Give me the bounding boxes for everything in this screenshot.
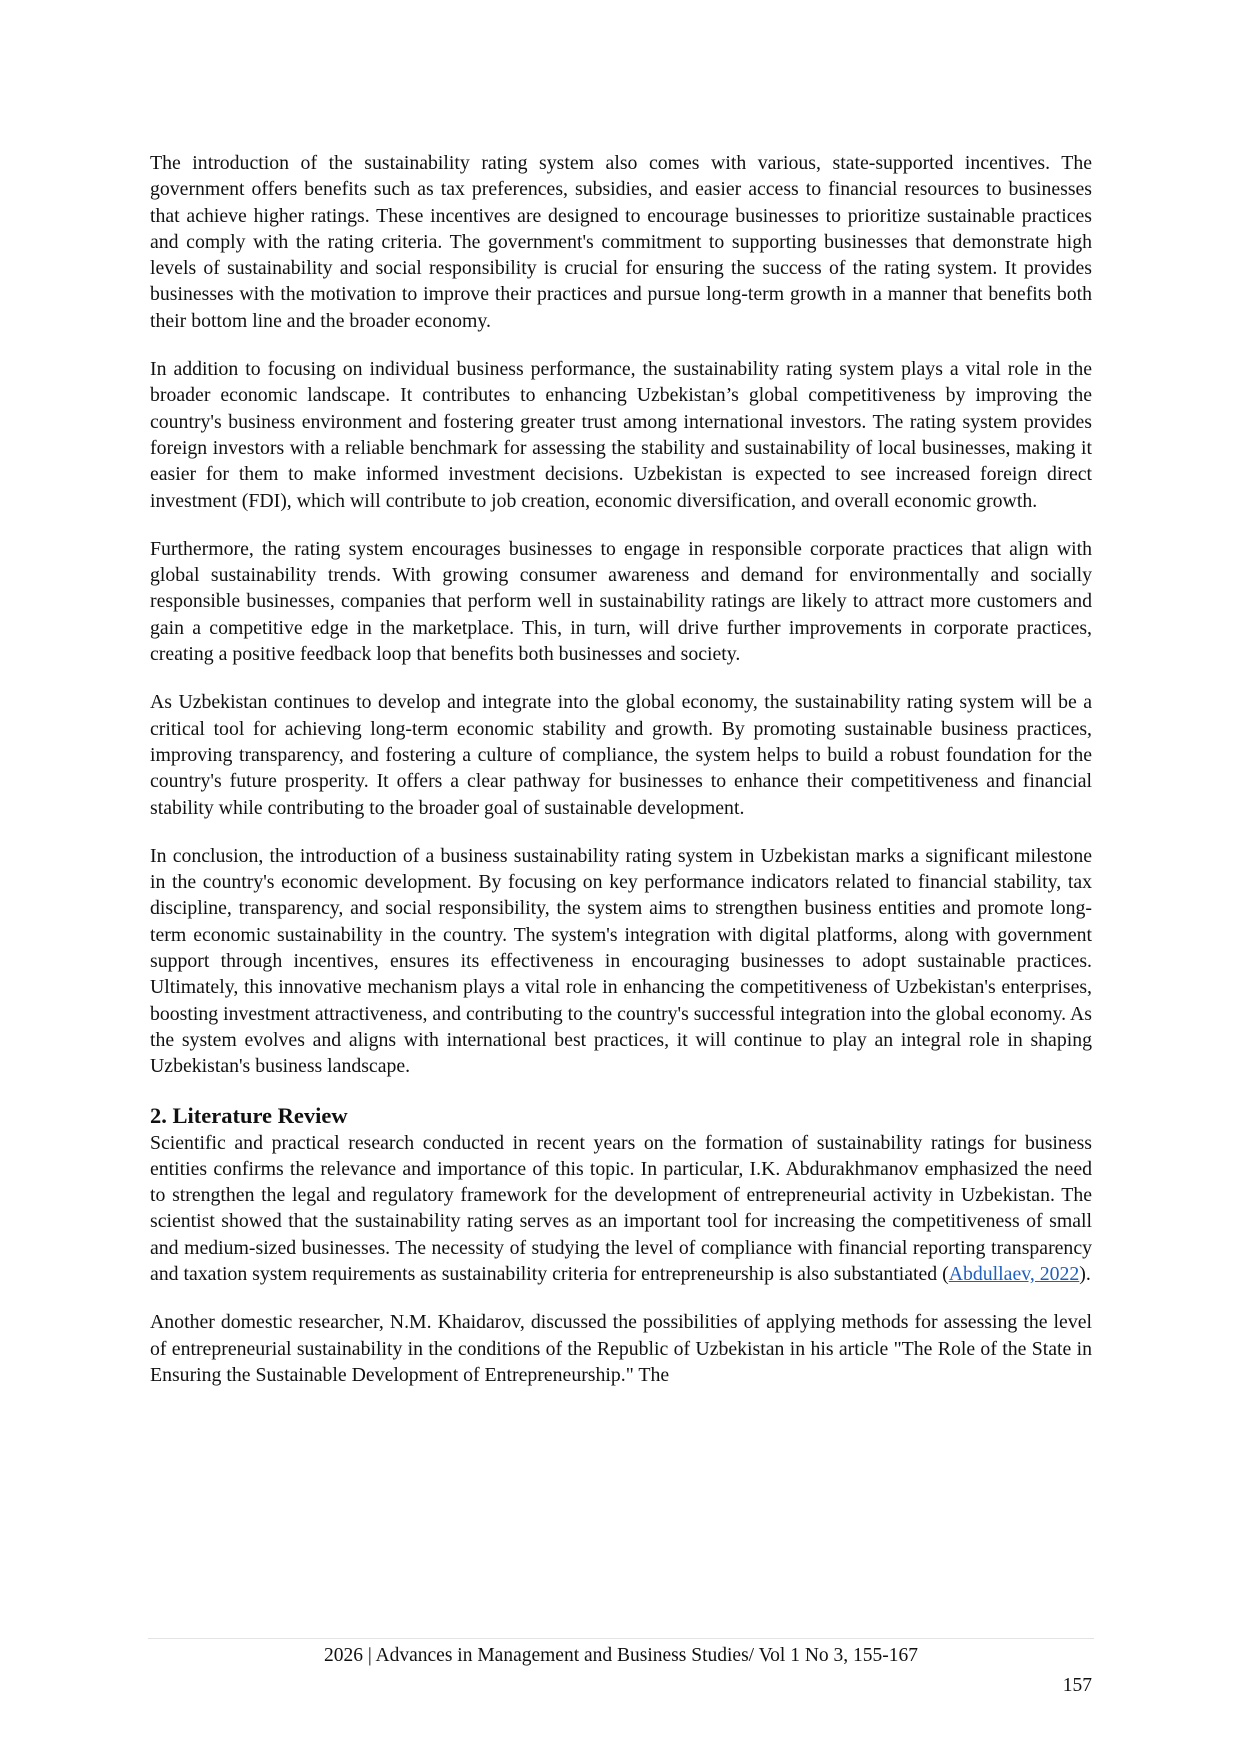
footer-divider: [148, 1638, 1094, 1639]
paragraph-economic-landscape: In addition to focusing on individual business performance, the sustainability rating system plays a vital role in the broader economic landscape. It contributes to enhancing Uzbekistan’s global competitiveness by improving the country's business environment and fostering greater trust among international investors. The rating system provides foreign investors with a reliable benchmark for assessing the stability and sustainability of local businesses, making it easier for them to make informed investment decisions. Uzbekistan is expected to see increased foreign direct investment (FDI), which will contribute to job creation, economic diversification, and overall economic growth.: [150, 358, 1092, 512]
section-heading-literature-review: 2. Literature Review: [150, 1102, 348, 1128]
citation-link-abdullaev-2022[interactable]: Abdullaev, 2022: [948, 1262, 1080, 1285]
article-body: [150, 150, 1092, 1410]
paragraph-global-economy: As Uzbekistan continues to develop and integrate into the global economy, the sustainability rating system will be a critical tool for achieving long-term economic stability and growth. By promoting sustainable business practices, improving transparency, and fostering a culture of compliance, the system helps to build a robust foundation for the country's future prosperity. It offers a clear pathway for businesses to enhance their competitiveness and financial stability while contributing to the broader goal of sustainable development.: [150, 691, 1092, 819]
journal-footer: 2026 | Advances in Management and Business Studies/ Vol 1 No 3, 155-167: [323, 1645, 919, 1666]
paragraph-khaidarov: Another domestic researcher, N.M. Khaidarov, discussed the possibilities of applying methods for assessing the level of entrepreneurial sustainability in the conditions of the Republic of Uzbekistan in his article "The Role of the State in Ensuring the Sustainable Development of Entrepreneurship." The: [150, 1311, 1092, 1386]
paragraph-conclusion: In conclusion, the introduction of a business sustainability rating system in Uzbekistan marks a significant milestone in the country's economic development. By focusing on key performance indicators related to financial stability, tax discipline, transparency, and social responsibility, the system aims to strengthen business entities and promote long-term economic sustainability in the country. The system's integration with digital platforms, along with government support through incentives, ensures its effectiveness in encouraging businesses to adopt sustainable practices. Ultimately, this innovative mechanism plays a vital role in enhancing the competitiveness of Uzbekistan's enterprises, boosting investment attractiveness, and contributing to the country's successful integration into the global economy. As the system evolves and aligns with international best practices, it will continue to play an integral role in shaping Uzbekistan's business landscape.: [150, 844, 1092, 1078]
page-number: 157: [1062, 1675, 1092, 1696]
paragraph-text: Scientific and practical research conducted in recent years on the formation of sustainability ratings for business entities confirms the relevance and importance of this topic. In particular, I.K. Abdurakhmanov emphasized the need to strengthen the legal and regulatory framework for the development of entrepreneurial activity in Uzbekistan. The scientist showed that the sustainability rating serves as an important tool for increasing the competitiveness of small and medium-sized businesses. The necessity of studying the level of compliance with financial reporting transparency and taxation system requirements as sustainability criteria for entrepreneurship is also substantiated (: [150, 1131, 1092, 1285]
paragraph-incentives: The introduction of the sustainability rating system also comes with various, state-supported incentives. The government offers benefits such as tax preferences, subsidies, and easier access to financial resources to businesses that achieve higher ratings. These incentives are designed to encourage businesses to prioritize sustainable practices and comply with the rating criteria. The government's commitment to supporting businesses that demonstrate high levels of sustainability and social responsibility is crucial for ensuring the success of the rating system. It provides businesses with the motivation to improve their practices and pursue long-term growth in a manner that benefits both their bottom line and the broader economy.: [150, 152, 1092, 332]
paragraph-text-end: ).: [1079, 1262, 1091, 1285]
paragraph-literature-review: [150, 1130, 1092, 1288]
paragraph-corporate-practices: Furthermore, the rating system encourages businesses to engage in responsible corporate practices that align with global sustainability trends. With growing consumer awareness and demand for environmentally and socially responsible businesses, companies that perform well in sustainability ratings are likely to attract more customers and gain a competitive edge in the marketplace. This, in turn, will drive further improvements in corporate practices, creating a positive feedback loop that benefits both businesses and society.: [150, 537, 1092, 666]
